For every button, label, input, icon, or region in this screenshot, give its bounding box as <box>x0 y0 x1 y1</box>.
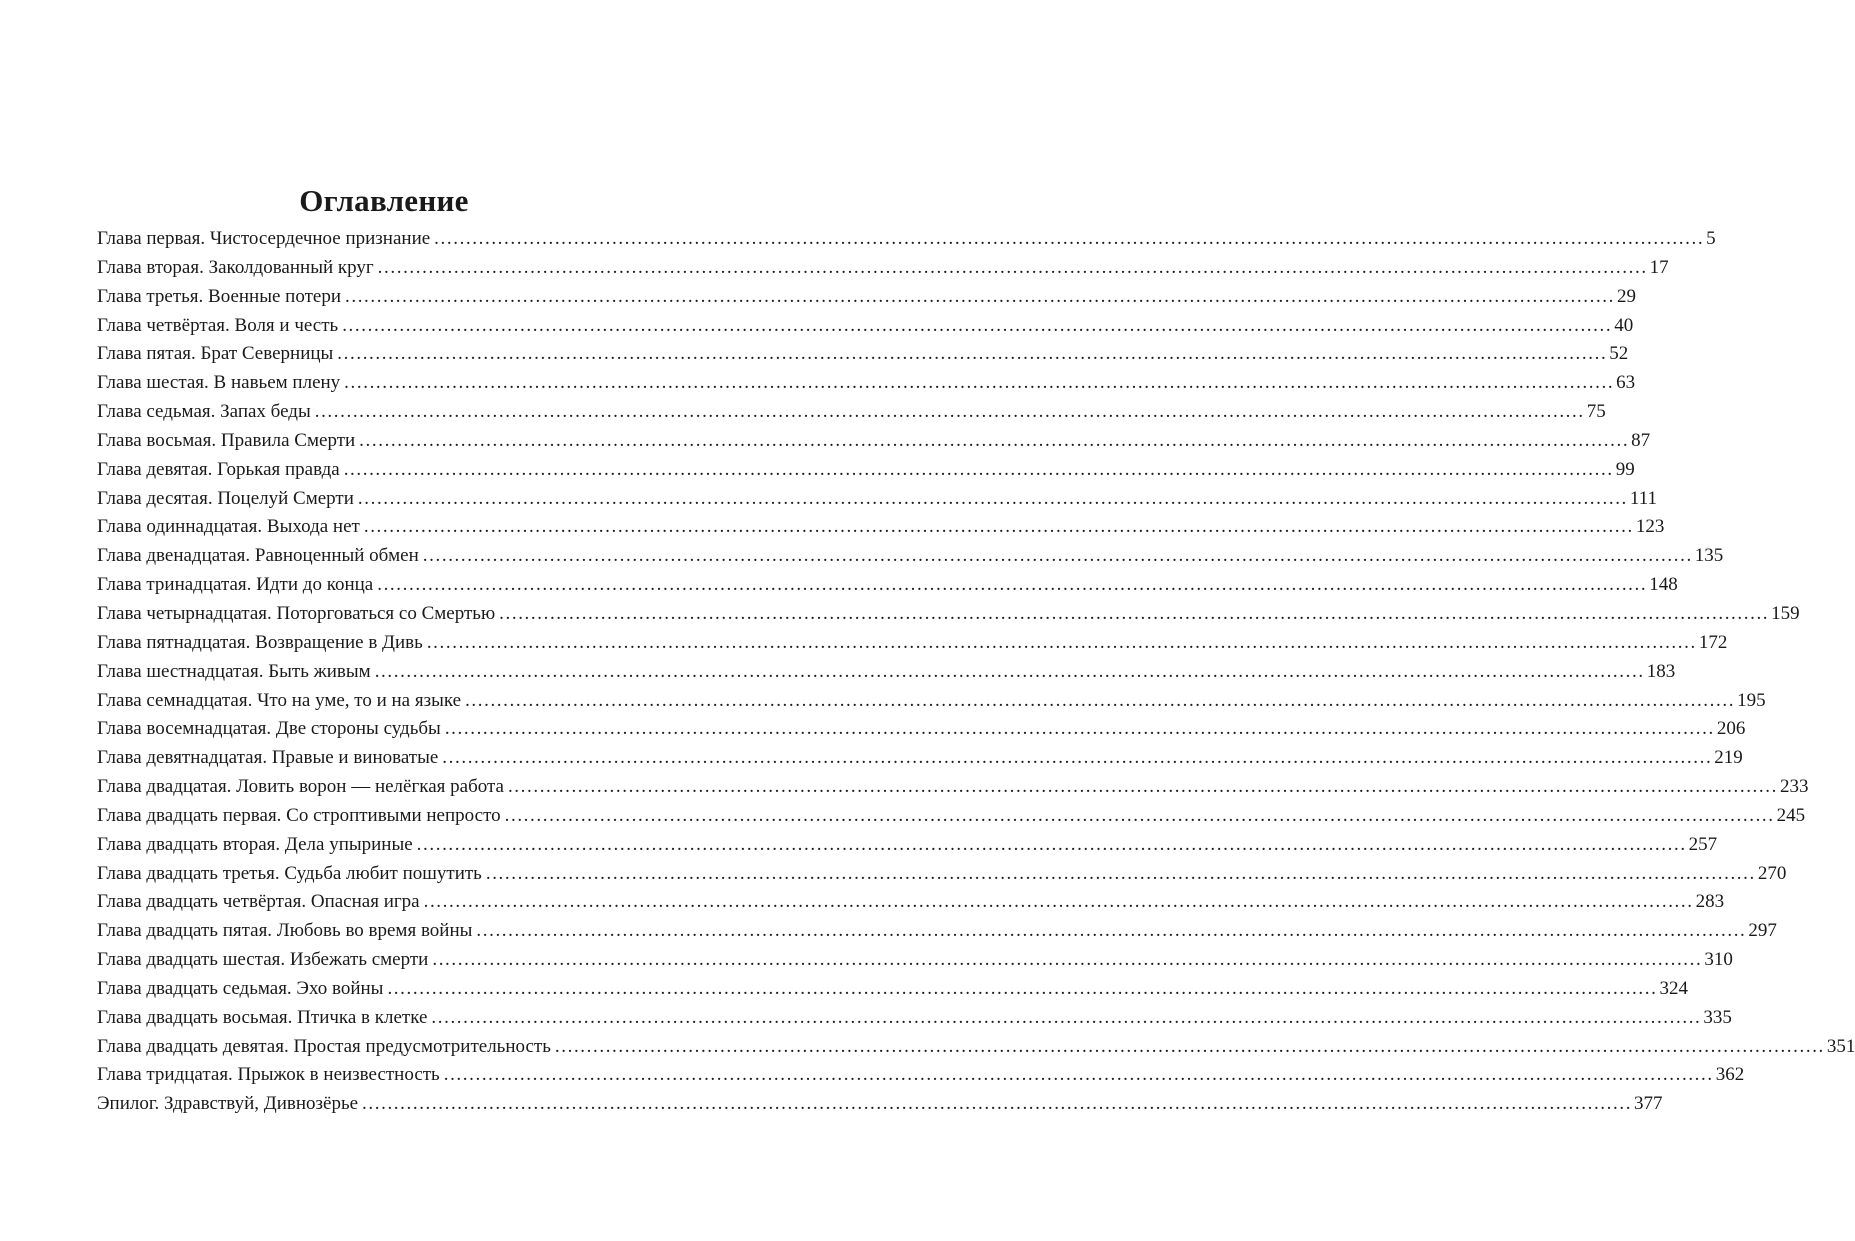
dot-leader: ........................................................................................................................................................................................................ <box>476 920 1747 942</box>
toc-entry-page-number: 270 <box>1757 862 1787 884</box>
toc-entry-page-number: 159 <box>1771 602 1800 624</box>
toc-entry-page-number: 283 <box>1695 891 1725 913</box>
toc-entry[interactable] <box>97 888 1725 917</box>
toc-entry-title: Глава двадцать пятая. Любовь во время войны <box>97 920 473 942</box>
toc-entry[interactable] <box>97 225 1716 254</box>
toc-entry[interactable] <box>97 340 1629 369</box>
toc-entry-title: Глава двадцать девятая. Простая предусмотрительность <box>97 1035 551 1057</box>
toc-entry-title: Глава шестнадцатая. Быть живым <box>97 660 371 682</box>
toc-entry-page-number: 111 <box>1629 487 1657 509</box>
toc-entry-title: Глава вторая. Заколдованный круг <box>97 256 374 278</box>
toc-entry-page-number: 351 <box>1826 1035 1855 1057</box>
dot-leader: ........................................................................................................................................................................................................ <box>499 602 1770 624</box>
toc-entry-page-number: 148 <box>1649 574 1678 596</box>
toc-entry[interactable] <box>97 744 1743 773</box>
dot-leader: ........................................................................................................................................................................................................ <box>422 545 1693 567</box>
dot-leader: ........................................................................................................................................................................................................ <box>377 256 1648 278</box>
toc-entry[interactable] <box>97 600 1800 629</box>
toc-entry-title: Глава шестая. В навьем плену <box>97 372 341 394</box>
page-title: Оглавление <box>299 182 469 218</box>
toc-entry-title: Глава четвёртая. Воля и честь <box>97 314 339 336</box>
toc-entry-page-number: 324 <box>1659 977 1688 999</box>
toc-entry[interactable] <box>97 1033 1855 1062</box>
toc-entry-page-number: 75 <box>1586 401 1606 423</box>
dot-leader: ........................................................................................................................................................................................................ <box>374 660 1645 682</box>
toc-entry-title: Глава двадцать третья. Судьба любит пошутить <box>97 862 482 884</box>
toc-entry-page-number: 63 <box>1616 372 1636 394</box>
toc-entry-title: Глава десятая. Поцелуй Смерти <box>97 487 354 509</box>
toc-entry-title: Глава тридцатая. Прыжок в неизвестность <box>97 1064 440 1086</box>
dot-leader: ........................................................................................................................................................................................................ <box>485 862 1756 884</box>
toc-entry-page-number: 135 <box>1694 545 1724 567</box>
dot-leader: ........................................................................................................................................................................................................ <box>359 429 1630 451</box>
toc-entry-title: Глава пятая. Брат Северницы <box>97 343 334 365</box>
toc-entry-page-number: 87 <box>1631 429 1651 451</box>
dot-leader: ........................................................................................................................................................................................................ <box>344 372 1615 394</box>
toc-entry-page-number: 335 <box>1703 1006 1732 1028</box>
toc-entry[interactable] <box>97 975 1688 1004</box>
toc-entry-title: Глава двадцать первая. Со строптивыми непросто <box>97 804 501 826</box>
dot-leader: ........................................................................................................................................................................................................ <box>431 1006 1702 1028</box>
toc-entry-page-number: 233 <box>1779 776 1809 798</box>
dot-leader: ........................................................................................................................................................................................................ <box>387 977 1658 999</box>
toc-entry[interactable] <box>97 1004 1732 1033</box>
toc-entry-title: Глава четырнадцатая. Поторговаться со Смертью <box>97 602 496 624</box>
toc-entry-title: Глава двенадцатая. Равноценный обмен <box>97 545 419 567</box>
toc-entry[interactable] <box>97 715 1746 744</box>
toc-entry-title: Глава двадцать седьмая. Эхо войны <box>97 977 384 999</box>
toc-entry-title: Глава пятнадцатая. Возвращение в Дивь <box>97 631 423 653</box>
dot-leader: ........................................................................................................................................................................................................ <box>465 689 1736 711</box>
dot-leader: ........................................................................................................................................................................................................ <box>443 1064 1714 1086</box>
dot-leader: ........................................................................................................................................................................................................ <box>426 631 1697 653</box>
toc-entry-page-number: 219 <box>1714 747 1743 769</box>
toc-entry-title: Глава двадцатая. Ловить ворон — нелёгкая работа <box>97 776 504 798</box>
toc-entry[interactable] <box>97 283 1636 312</box>
toc-entry-page-number: 17 <box>1649 256 1669 278</box>
toc-entry[interactable] <box>97 485 1657 514</box>
toc-entry-title: Глава двадцать шестая. Избежать смерти <box>97 949 429 971</box>
toc-entry-title: Глава девятая. Горькая правда <box>97 458 340 480</box>
dot-leader: ........................................................................................................................................................................................................ <box>423 891 1694 913</box>
toc-entry[interactable] <box>97 917 1777 946</box>
dot-leader: ........................................................................................................................................................................................................ <box>434 228 1705 249</box>
dot-leader: ........................................................................................................................................................................................................ <box>337 343 1608 365</box>
toc-entry-page-number: 206 <box>1716 718 1746 740</box>
toc-entry[interactable] <box>97 513 1665 542</box>
toc-entry-title: Глава семнадцатая. Что на уме, то и на языке <box>97 689 462 711</box>
dot-leader: ........................................................................................................................................................................................................ <box>345 285 1615 307</box>
toc-entry-title: Глава двадцать вторая. Дела упыриные <box>97 833 413 855</box>
toc-entry-page-number: 99 <box>1615 458 1635 480</box>
toc-entry-title: Глава тринадцатая. Идти до конца <box>97 574 374 596</box>
toc-entry[interactable] <box>97 831 1718 860</box>
toc-entry-page-number: 245 <box>1776 804 1806 826</box>
toc-entry-page-number: 5 <box>1706 228 1716 249</box>
toc-entry-page-number: 362 <box>1715 1064 1745 1086</box>
dot-leader: ........................................................................................................................................................................................................ <box>377 574 1648 596</box>
dot-leader: ........................................................................................................................................................................................................ <box>342 314 1613 336</box>
toc-entry-title: Глава седьмая. Запах беды <box>97 401 311 423</box>
toc-entry[interactable] <box>97 312 1634 341</box>
toc-entry[interactable] <box>97 773 1809 802</box>
toc-entry[interactable] <box>97 1061 1745 1090</box>
dot-leader: ........................................................................................................................................................................................................ <box>444 718 1715 740</box>
toc-entry[interactable] <box>97 427 1651 456</box>
toc-entry[interactable] <box>97 658 1676 687</box>
toc-entry-title: Эпилог. Здравствуй, Дивнозёрье <box>97 1093 359 1115</box>
toc-entry-page-number: 172 <box>1698 631 1728 653</box>
toc-entry-title: Глава восемнадцатая. Две стороны судьбы <box>97 718 441 740</box>
table-of-contents <box>97 225 1855 1119</box>
toc-entry-page-number: 195 <box>1737 689 1766 711</box>
dot-leader: ........................................................................................................................................................................................................ <box>357 487 1628 509</box>
toc-entry-title: Глава девятнадцатая. Правые и виноватые <box>97 747 439 769</box>
toc-entry[interactable] <box>97 542 1724 571</box>
toc-entry-title: Глава одиннадцатая. Выхода нет <box>97 516 360 538</box>
toc-entry-page-number: 29 <box>1617 285 1636 307</box>
toc-entry-page-number: 40 <box>1614 314 1634 336</box>
dot-leader: ........................................................................................................................................................................................................ <box>314 401 1585 423</box>
dot-leader: ........................................................................................................................................................................................................ <box>504 804 1775 826</box>
toc-entry[interactable] <box>97 571 1678 600</box>
dot-leader: ........................................................................................................................................................................................................ <box>416 833 1687 855</box>
dot-leader: ........................................................................................................................................................................................................ <box>442 747 1713 769</box>
toc-entry-page-number: 123 <box>1635 516 1665 538</box>
toc-entry-page-number: 377 <box>1634 1093 1663 1115</box>
toc-entry[interactable] <box>97 860 1787 889</box>
toc-entry-title: Глава двадцать восьмая. Птичка в клетке <box>97 1006 428 1028</box>
toc-entry-page-number: 52 <box>1609 343 1629 365</box>
dot-leader: ........................................................................................................................................................................................................ <box>507 776 1778 798</box>
dot-leader: ........................................................................................................................................................................................................ <box>363 516 1634 538</box>
dot-leader: ........................................................................................................................................................................................................ <box>362 1093 1633 1115</box>
toc-entry[interactable] <box>97 369 1636 398</box>
dot-leader: ........................................................................................................................................................................................................ <box>343 458 1614 480</box>
toc-entry[interactable] <box>97 456 1635 485</box>
toc-entry[interactable] <box>97 802 1806 831</box>
toc-entry-page-number: 297 <box>1748 920 1777 942</box>
toc-entry-title: Глава третья. Военные потери <box>97 285 341 307</box>
toc-entry-title: Глава первая. Чистосердечное признание <box>97 228 431 249</box>
toc-entry[interactable] <box>97 687 1766 716</box>
toc-entry[interactable] <box>97 254 1669 283</box>
toc-entry-page-number: 310 <box>1704 949 1733 971</box>
toc-entry-title: Глава восьмая. Правила Смерти <box>97 429 356 451</box>
toc-entry-title: Глава двадцать четвёртая. Опасная игра <box>97 891 420 913</box>
toc-entry-page-number: 257 <box>1688 833 1718 855</box>
toc-entry[interactable] <box>97 1090 1663 1119</box>
dot-leader: ........................................................................................................................................................................................................ <box>554 1035 1825 1057</box>
toc-entry-page-number: 183 <box>1646 660 1676 682</box>
toc-entry[interactable] <box>97 398 1606 427</box>
dot-leader: ........................................................................................................................................................................................................ <box>432 949 1703 971</box>
toc-entry[interactable] <box>97 629 1728 658</box>
toc-entry[interactable] <box>97 946 1733 975</box>
